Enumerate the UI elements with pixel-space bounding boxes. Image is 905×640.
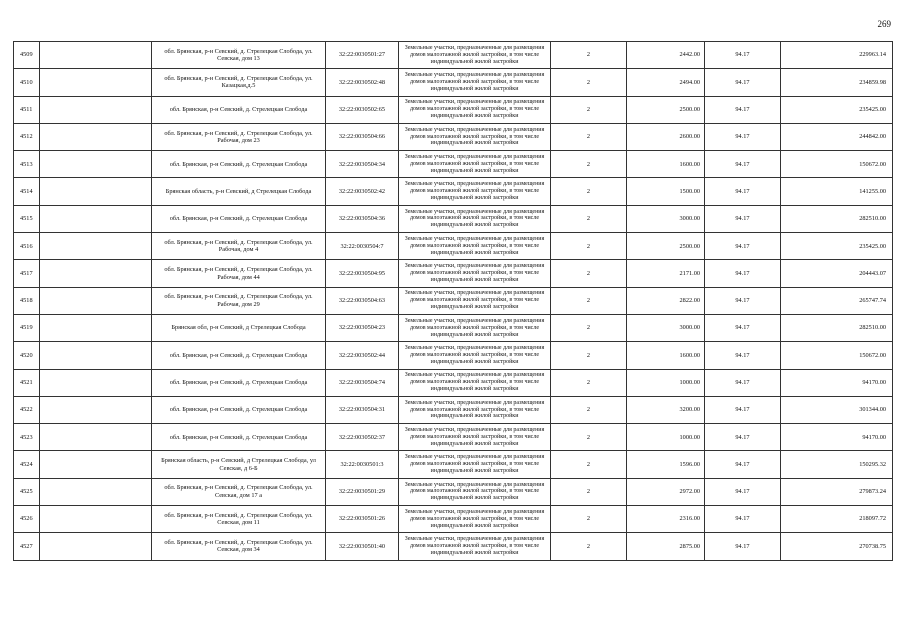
address-cell: обл. Брянская, р-н Севский, д. Стрелецкая Слобода, ул. Севская, дом 13 bbox=[152, 42, 326, 69]
area-cell: 2500.00 bbox=[627, 233, 705, 260]
cadastral-value-cell: 204443.07 bbox=[781, 260, 893, 287]
land-use-cell: Земельные участки, предназначенные для размещения домов малоэтажной жилой застройки, в том числе индивидуальной жилой застройки bbox=[399, 42, 551, 69]
address-cell: обл. Брянская, р-н Севский, д. Стрелецкая Слобода bbox=[152, 424, 326, 451]
cadastral-number-cell: 32:22:0030501:27 bbox=[326, 42, 399, 69]
rate-cell: 94.17 bbox=[705, 69, 781, 96]
land-use-cell: Земельные участки, предназначенные для размещения домов малоэтажной жилой застройки, в том числе индивидуальной жилой застройки bbox=[399, 287, 551, 314]
area-cell: 1000.00 bbox=[627, 424, 705, 451]
cadastral-value-cell: 265747.74 bbox=[781, 287, 893, 314]
area-cell: 2171.00 bbox=[627, 260, 705, 287]
empty-cell bbox=[40, 506, 152, 533]
cadastral-value-cell: 150672.00 bbox=[781, 342, 893, 369]
cadastral-number-cell: 32:22:0030504:95 bbox=[326, 260, 399, 287]
land-use-cell: Земельные участки, предназначенные для размещения домов малоэтажной жилой застройки, в том числе индивидуальной жилой застройки bbox=[399, 396, 551, 423]
category-cell: 2 bbox=[551, 506, 627, 533]
land-use-cell: Земельные участки, предназначенные для размещения домов малоэтажной жилой застройки, в том числе индивидуальной жилой застройки bbox=[399, 205, 551, 232]
area-cell: 2822.00 bbox=[627, 287, 705, 314]
rate-cell: 94.17 bbox=[705, 396, 781, 423]
empty-cell bbox=[40, 478, 152, 505]
area-cell: 2875.00 bbox=[627, 533, 705, 560]
category-cell: 2 bbox=[551, 287, 627, 314]
land-use-cell: Земельные участки, предназначенные для размещения домов малоэтажной жилой застройки, в том числе индивидуальной жилой застройки bbox=[399, 178, 551, 205]
row-number-cell: 4527 bbox=[14, 533, 40, 560]
cadastral-value-cell: 270738.75 bbox=[781, 533, 893, 560]
empty-cell bbox=[40, 69, 152, 96]
rate-cell: 94.17 bbox=[705, 233, 781, 260]
category-cell: 2 bbox=[551, 342, 627, 369]
table-row bbox=[14, 42, 893, 69]
table-row bbox=[14, 287, 893, 314]
cadastral-value-cell: 279873.24 bbox=[781, 478, 893, 505]
address-cell: Брянская обл, р-н Севский, д Стрелецкая Слобода bbox=[152, 314, 326, 341]
rate-cell: 94.17 bbox=[705, 342, 781, 369]
row-number-cell: 4514 bbox=[14, 178, 40, 205]
table-row bbox=[14, 151, 893, 178]
category-cell: 2 bbox=[551, 233, 627, 260]
cadastral-number-cell: 32:22:0030502:37 bbox=[326, 424, 399, 451]
area-cell: 1000.00 bbox=[627, 369, 705, 396]
address-cell: обл. Брянская, р-н Севский, д. Стрелецкая Слобода, ул. Рабочая, дом 23 bbox=[152, 123, 326, 150]
cadastral-value-cell: 235425.00 bbox=[781, 233, 893, 260]
row-number-cell: 4520 bbox=[14, 342, 40, 369]
cadastral-value-cell: 218097.72 bbox=[781, 506, 893, 533]
cadastral-number-cell: 32:22:0030504:63 bbox=[326, 287, 399, 314]
category-cell: 2 bbox=[551, 123, 627, 150]
cadastral-value-cell: 234859.98 bbox=[781, 69, 893, 96]
empty-cell bbox=[40, 369, 152, 396]
cadastral-number-cell: 32:22:0030502:65 bbox=[326, 96, 399, 123]
rate-cell: 94.17 bbox=[705, 205, 781, 232]
cadastral-number-cell: 32:22:0030504:34 bbox=[326, 151, 399, 178]
land-use-cell: Земельные участки, предназначенные для размещения домов малоэтажной жилой застройки, в том числе индивидуальной жилой застройки bbox=[399, 69, 551, 96]
rate-cell: 94.17 bbox=[705, 151, 781, 178]
address-cell: обл. Брянская, р-н Севский, д. Стрелецкая Слобода, ул. Рабочая, дом 29 bbox=[152, 287, 326, 314]
empty-cell bbox=[40, 205, 152, 232]
rate-cell: 94.17 bbox=[705, 178, 781, 205]
row-number-cell: 4510 bbox=[14, 69, 40, 96]
table-row bbox=[14, 205, 893, 232]
address-cell: обл. Брянская, р-н Севский, д. Стрелецкая Слобода bbox=[152, 369, 326, 396]
table-row bbox=[14, 123, 893, 150]
cadastral-number-cell: 32:22:0030504:23 bbox=[326, 314, 399, 341]
cadastral-number-cell: 32:22:0030501:26 bbox=[326, 506, 399, 533]
address-cell: обл. Брянская, р-н Севский, д. Стрелецкая Слобода, ул. Севская, дом 17 а bbox=[152, 478, 326, 505]
area-cell: 1596.00 bbox=[627, 451, 705, 478]
land-use-cell: Земельные участки, предназначенные для размещения домов малоэтажной жилой застройки, в том числе индивидуальной жилой застройки bbox=[399, 424, 551, 451]
category-cell: 2 bbox=[551, 42, 627, 69]
table-row bbox=[14, 396, 893, 423]
area-cell: 2500.00 bbox=[627, 96, 705, 123]
table-row bbox=[14, 233, 893, 260]
cadastral-value-cell: 282510.00 bbox=[781, 205, 893, 232]
cadastral-value-cell: 150672.00 bbox=[781, 151, 893, 178]
empty-cell bbox=[40, 123, 152, 150]
area-cell: 1500.00 bbox=[627, 178, 705, 205]
address-cell: обл. Брянская, р-н Севский, д. Стрелецкая Слобода bbox=[152, 205, 326, 232]
table-row bbox=[14, 478, 893, 505]
cadastral-number-cell: 32:22:0030501:40 bbox=[326, 533, 399, 560]
table-row bbox=[14, 369, 893, 396]
category-cell: 2 bbox=[551, 96, 627, 123]
table-row bbox=[14, 96, 893, 123]
table-row bbox=[14, 451, 893, 478]
row-number-cell: 4517 bbox=[14, 260, 40, 287]
category-cell: 2 bbox=[551, 478, 627, 505]
address-cell: обл. Брянская, р-н Севский, д. Стрелецкая Слобода bbox=[152, 396, 326, 423]
land-use-cell: Земельные участки, предназначенные для размещения домов малоэтажной жилой застройки, в том числе индивидуальной жилой застройки bbox=[399, 314, 551, 341]
land-use-cell: Земельные участки, предназначенные для размещения домов малоэтажной жилой застройки, в том числе индивидуальной жилой застройки bbox=[399, 369, 551, 396]
empty-cell bbox=[40, 314, 152, 341]
land-registry-table bbox=[13, 41, 893, 561]
table-row bbox=[14, 533, 893, 560]
area-cell: 3000.00 bbox=[627, 314, 705, 341]
address-cell: обл. Брянская, р-н Севский, д. Стрелецкая Слобода, ул. Рабочая, дом 4 bbox=[152, 233, 326, 260]
cadastral-number-cell: 32:22:0030504:74 bbox=[326, 369, 399, 396]
cadastral-number-cell: 32:22:0030501:3 bbox=[326, 451, 399, 478]
empty-cell bbox=[40, 424, 152, 451]
page-number: 269 bbox=[877, 19, 891, 29]
rate-cell: 94.17 bbox=[705, 533, 781, 560]
cadastral-number-cell: 32:22:0030502:42 bbox=[326, 178, 399, 205]
cadastral-number-cell: 32:22:0030502:44 bbox=[326, 342, 399, 369]
row-number-cell: 4509 bbox=[14, 42, 40, 69]
category-cell: 2 bbox=[551, 314, 627, 341]
empty-cell bbox=[40, 151, 152, 178]
cadastral-number-cell: 32:22:0030501:29 bbox=[326, 478, 399, 505]
cadastral-value-cell: 94170.00 bbox=[781, 369, 893, 396]
row-number-cell: 4523 bbox=[14, 424, 40, 451]
land-use-cell: Земельные участки, предназначенные для размещения домов малоэтажной жилой застройки, в том числе индивидуальной жилой застройки bbox=[399, 506, 551, 533]
category-cell: 2 bbox=[551, 396, 627, 423]
empty-cell bbox=[40, 96, 152, 123]
address-cell: обл. Брянская, р-н Севский, д. Стрелецкая Слобода, ул. Севская, дом 34 bbox=[152, 533, 326, 560]
empty-cell bbox=[40, 260, 152, 287]
land-use-cell: Земельные участки, предназначенные для размещения домов малоэтажной жилой застройки, в том числе индивидуальной жилой застройки bbox=[399, 260, 551, 287]
row-number-cell: 4525 bbox=[14, 478, 40, 505]
rate-cell: 94.17 bbox=[705, 478, 781, 505]
cadastral-value-cell: 229963.14 bbox=[781, 42, 893, 69]
area-cell: 1600.00 bbox=[627, 151, 705, 178]
row-number-cell: 4511 bbox=[14, 96, 40, 123]
cadastral-number-cell: 32:22:0030504:36 bbox=[326, 205, 399, 232]
cadastral-value-cell: 150295.32 bbox=[781, 451, 893, 478]
address-cell: обл. Брянская, р-н Севский, д. Стрелецкая Слобода, ул. Севская, дом 11 bbox=[152, 506, 326, 533]
table-row bbox=[14, 314, 893, 341]
address-cell: обл. Брянская, р-н Севский, д. Стрелецкая Слобода, ул. Рабочая, дом 44 bbox=[152, 260, 326, 287]
cadastral-value-cell: 282510.00 bbox=[781, 314, 893, 341]
cadastral-value-cell: 94170.00 bbox=[781, 424, 893, 451]
row-number-cell: 4526 bbox=[14, 506, 40, 533]
row-number-cell: 4518 bbox=[14, 287, 40, 314]
category-cell: 2 bbox=[551, 178, 627, 205]
row-number-cell: 4519 bbox=[14, 314, 40, 341]
land-use-cell: Земельные участки, предназначенные для размещения домов малоэтажной жилой застройки, в том числе индивидуальной жилой застройки bbox=[399, 123, 551, 150]
area-cell: 2316.00 bbox=[627, 506, 705, 533]
land-use-cell: Земельные участки, предназначенные для размещения домов малоэтажной жилой застройки, в том числе индивидуальной жилой застройки bbox=[399, 233, 551, 260]
table-row bbox=[14, 69, 893, 96]
cadastral-number-cell: 32:22:0030504:7 bbox=[326, 233, 399, 260]
table-row bbox=[14, 178, 893, 205]
area-cell: 2972.00 bbox=[627, 478, 705, 505]
category-cell: 2 bbox=[551, 260, 627, 287]
cadastral-value-cell: 235425.00 bbox=[781, 96, 893, 123]
land-use-cell: Земельные участки, предназначенные для размещения домов малоэтажной жилой застройки, в том числе индивидуальной жилой застройки bbox=[399, 533, 551, 560]
land-use-cell: Земельные участки, предназначенные для размещения домов малоэтажной жилой застройки, в том числе индивидуальной жилой застройки bbox=[399, 342, 551, 369]
area-cell: 2494.00 bbox=[627, 69, 705, 96]
table-body bbox=[14, 42, 893, 561]
area-cell: 3200.00 bbox=[627, 396, 705, 423]
rate-cell: 94.17 bbox=[705, 287, 781, 314]
category-cell: 2 bbox=[551, 69, 627, 96]
category-cell: 2 bbox=[551, 151, 627, 178]
table-row bbox=[14, 506, 893, 533]
address-cell: обл. Брянская, р-н Севский, д. Стрелецкая Слобода bbox=[152, 151, 326, 178]
land-use-cell: Земельные участки, предназначенные для размещения домов малоэтажной жилой застройки, в том числе индивидуальной жилой застройки bbox=[399, 451, 551, 478]
cadastral-number-cell: 32:22:0030504:66 bbox=[326, 123, 399, 150]
table-row bbox=[14, 260, 893, 287]
area-cell: 1600.00 bbox=[627, 342, 705, 369]
area-cell: 3000.00 bbox=[627, 205, 705, 232]
empty-cell bbox=[40, 451, 152, 478]
rate-cell: 94.17 bbox=[705, 260, 781, 287]
empty-cell bbox=[40, 42, 152, 69]
table-row bbox=[14, 342, 893, 369]
rate-cell: 94.17 bbox=[705, 123, 781, 150]
row-number-cell: 4521 bbox=[14, 369, 40, 396]
rate-cell: 94.17 bbox=[705, 42, 781, 69]
empty-cell bbox=[40, 342, 152, 369]
area-cell: 2600.00 bbox=[627, 123, 705, 150]
category-cell: 2 bbox=[551, 451, 627, 478]
cadastral-number-cell: 32:22:0030504:31 bbox=[326, 396, 399, 423]
row-number-cell: 4513 bbox=[14, 151, 40, 178]
rate-cell: 94.17 bbox=[705, 506, 781, 533]
cadastral-value-cell: 141255.00 bbox=[781, 178, 893, 205]
land-use-cell: Земельные участки, предназначенные для размещения домов малоэтажной жилой застройки, в том числе индивидуальной жилой застройки bbox=[399, 478, 551, 505]
rate-cell: 94.17 bbox=[705, 369, 781, 396]
cadastral-value-cell: 301344.00 bbox=[781, 396, 893, 423]
empty-cell bbox=[40, 287, 152, 314]
empty-cell bbox=[40, 233, 152, 260]
empty-cell bbox=[40, 396, 152, 423]
address-cell: Брянская область, р-н Севский, д Стрелецкая Слобода bbox=[152, 178, 326, 205]
address-cell: обл. Брянская, р-н Севский, д. Стрелецкая Слобода bbox=[152, 96, 326, 123]
category-cell: 2 bbox=[551, 369, 627, 396]
cadastral-value-cell: 244842.00 bbox=[781, 123, 893, 150]
rate-cell: 94.17 bbox=[705, 424, 781, 451]
address-cell: обл. Брянская, р-н Севский, д. Стрелецкая Слобода, ул. Казацкая,д.5 bbox=[152, 69, 326, 96]
empty-cell bbox=[40, 178, 152, 205]
address-cell: Брянская область, р-н Севский, д Стрелецкая Слобода, ул Севская, д 6-Б bbox=[152, 451, 326, 478]
rate-cell: 94.17 bbox=[705, 451, 781, 478]
row-number-cell: 4516 bbox=[14, 233, 40, 260]
row-number-cell: 4515 bbox=[14, 205, 40, 232]
area-cell: 2442.00 bbox=[627, 42, 705, 69]
land-use-cell: Земельные участки, предназначенные для размещения домов малоэтажной жилой застройки, в том числе индивидуальной жилой застройки bbox=[399, 96, 551, 123]
rate-cell: 94.17 bbox=[705, 314, 781, 341]
row-number-cell: 4524 bbox=[14, 451, 40, 478]
address-cell: обл. Брянская, р-н Севский, д. Стрелецкая Слобода bbox=[152, 342, 326, 369]
row-number-cell: 4512 bbox=[14, 123, 40, 150]
category-cell: 2 bbox=[551, 424, 627, 451]
empty-cell bbox=[40, 533, 152, 560]
table-row bbox=[14, 424, 893, 451]
rate-cell: 94.17 bbox=[705, 96, 781, 123]
cadastral-number-cell: 32:22:0030502:48 bbox=[326, 69, 399, 96]
category-cell: 2 bbox=[551, 533, 627, 560]
category-cell: 2 bbox=[551, 205, 627, 232]
land-use-cell: Земельные участки, предназначенные для размещения домов малоэтажной жилой застройки, в том числе индивидуальной жилой застройки bbox=[399, 151, 551, 178]
row-number-cell: 4522 bbox=[14, 396, 40, 423]
